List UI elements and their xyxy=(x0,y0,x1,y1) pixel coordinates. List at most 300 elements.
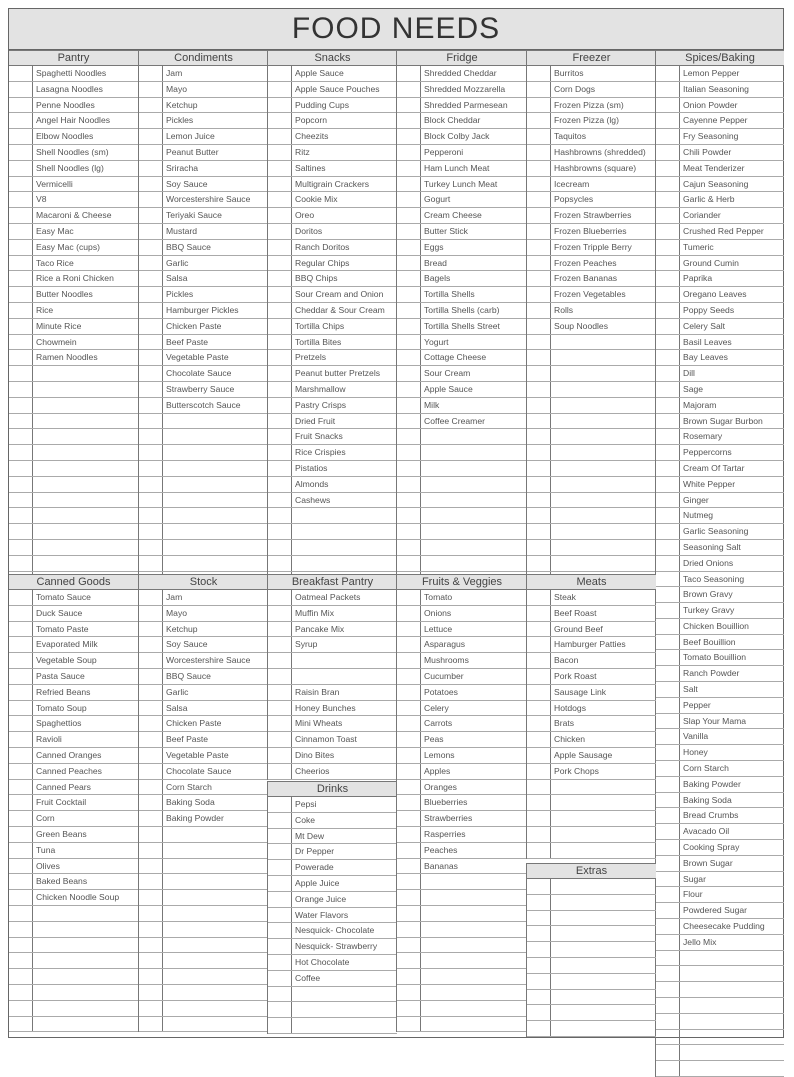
checkbox[interactable] xyxy=(9,161,33,176)
checkbox[interactable] xyxy=(268,129,292,144)
checkbox[interactable] xyxy=(527,98,551,113)
checkbox[interactable] xyxy=(9,66,33,81)
checkbox[interactable] xyxy=(397,669,421,684)
checkbox[interactable] xyxy=(656,461,680,476)
checkbox[interactable] xyxy=(656,666,680,681)
checkbox[interactable] xyxy=(268,366,292,381)
checkbox[interactable] xyxy=(656,824,680,839)
checkbox[interactable] xyxy=(527,637,551,652)
checkbox[interactable] xyxy=(139,637,163,652)
checkbox[interactable] xyxy=(268,829,292,844)
checkbox[interactable] xyxy=(656,745,680,760)
checkbox[interactable] xyxy=(527,445,551,460)
checkbox[interactable] xyxy=(9,145,33,160)
checkbox[interactable] xyxy=(139,224,163,239)
checkbox[interactable] xyxy=(397,414,421,429)
checkbox[interactable] xyxy=(268,271,292,286)
checkbox[interactable] xyxy=(656,98,680,113)
checkbox[interactable] xyxy=(397,145,421,160)
checkbox[interactable] xyxy=(656,429,680,444)
checkbox[interactable] xyxy=(9,508,33,523)
checkbox[interactable] xyxy=(527,208,551,223)
checkbox[interactable] xyxy=(397,161,421,176)
checkbox[interactable] xyxy=(9,477,33,492)
checkbox[interactable] xyxy=(139,1017,163,1032)
checkbox[interactable] xyxy=(139,716,163,731)
checkbox[interactable] xyxy=(268,477,292,492)
checkbox[interactable] xyxy=(397,319,421,334)
checkbox[interactable] xyxy=(268,335,292,350)
checkbox[interactable] xyxy=(9,98,33,113)
checkbox[interactable] xyxy=(139,161,163,176)
checkbox[interactable] xyxy=(9,922,33,937)
checkbox[interactable] xyxy=(656,761,680,776)
checkbox[interactable] xyxy=(139,319,163,334)
checkbox[interactable] xyxy=(268,177,292,192)
checkbox[interactable] xyxy=(397,287,421,302)
checkbox[interactable] xyxy=(9,701,33,716)
checkbox[interactable] xyxy=(268,287,292,302)
checkbox[interactable] xyxy=(268,892,292,907)
checkbox[interactable] xyxy=(527,895,551,910)
checkbox[interactable] xyxy=(139,493,163,508)
checkbox[interactable] xyxy=(527,366,551,381)
checkbox[interactable] xyxy=(139,98,163,113)
checkbox[interactable] xyxy=(139,874,163,889)
checkbox[interactable] xyxy=(9,177,33,192)
checkbox[interactable] xyxy=(268,145,292,160)
checkbox[interactable] xyxy=(268,622,292,637)
checkbox[interactable] xyxy=(268,637,292,652)
checkbox[interactable] xyxy=(139,622,163,637)
checkbox[interactable] xyxy=(139,701,163,716)
checkbox[interactable] xyxy=(268,429,292,444)
checkbox[interactable] xyxy=(9,637,33,652)
checkbox[interactable] xyxy=(397,748,421,763)
checkbox[interactable] xyxy=(9,493,33,508)
checkbox[interactable] xyxy=(9,795,33,810)
checkbox[interactable] xyxy=(527,161,551,176)
checkbox[interactable] xyxy=(527,606,551,621)
checkbox[interactable] xyxy=(397,938,421,953)
checkbox[interactable] xyxy=(527,192,551,207)
checkbox[interactable] xyxy=(397,685,421,700)
checkbox[interactable] xyxy=(9,969,33,984)
checkbox[interactable] xyxy=(397,240,421,255)
checkbox[interactable] xyxy=(9,938,33,953)
checkbox[interactable] xyxy=(397,843,421,858)
checkbox[interactable] xyxy=(397,890,421,905)
checkbox[interactable] xyxy=(139,669,163,684)
checkbox[interactable] xyxy=(527,622,551,637)
checkbox[interactable] xyxy=(9,622,33,637)
checkbox[interactable] xyxy=(527,177,551,192)
checkbox[interactable] xyxy=(656,271,680,286)
checkbox[interactable] xyxy=(656,508,680,523)
checkbox[interactable] xyxy=(9,890,33,905)
checkbox[interactable] xyxy=(139,177,163,192)
checkbox[interactable] xyxy=(656,856,680,871)
checkbox[interactable] xyxy=(527,942,551,957)
checkbox[interactable] xyxy=(268,748,292,763)
checkbox[interactable] xyxy=(268,797,292,812)
checkbox[interactable] xyxy=(656,935,680,950)
checkbox[interactable] xyxy=(9,606,33,621)
checkbox[interactable] xyxy=(397,398,421,413)
checkbox[interactable] xyxy=(656,208,680,223)
checkbox[interactable] xyxy=(268,939,292,954)
checkbox[interactable] xyxy=(397,208,421,223)
checkbox[interactable] xyxy=(9,445,33,460)
checkbox[interactable] xyxy=(397,701,421,716)
checkbox[interactable] xyxy=(9,208,33,223)
checkbox[interactable] xyxy=(139,303,163,318)
checkbox[interactable] xyxy=(268,732,292,747)
checkbox[interactable] xyxy=(139,429,163,444)
checkbox[interactable] xyxy=(656,382,680,397)
checkbox[interactable] xyxy=(9,748,33,763)
checkbox[interactable] xyxy=(139,969,163,984)
checkbox[interactable] xyxy=(268,590,292,605)
checkbox[interactable] xyxy=(139,240,163,255)
checkbox[interactable] xyxy=(527,748,551,763)
checkbox[interactable] xyxy=(397,606,421,621)
checkbox[interactable] xyxy=(268,208,292,223)
checkbox[interactable] xyxy=(656,1045,680,1060)
checkbox[interactable] xyxy=(9,366,33,381)
checkbox[interactable] xyxy=(397,493,421,508)
checkbox[interactable] xyxy=(9,685,33,700)
checkbox[interactable] xyxy=(527,303,551,318)
checkbox[interactable] xyxy=(656,903,680,918)
checkbox[interactable] xyxy=(139,129,163,144)
checkbox[interactable] xyxy=(527,827,551,842)
checkbox[interactable] xyxy=(656,998,680,1013)
checkbox[interactable] xyxy=(656,808,680,823)
checkbox[interactable] xyxy=(527,716,551,731)
checkbox[interactable] xyxy=(139,271,163,286)
checkbox[interactable] xyxy=(9,398,33,413)
checkbox[interactable] xyxy=(656,256,680,271)
checkbox[interactable] xyxy=(139,477,163,492)
checkbox[interactable] xyxy=(397,508,421,523)
checkbox[interactable] xyxy=(9,256,33,271)
checkbox[interactable] xyxy=(397,540,421,555)
checkbox[interactable] xyxy=(139,685,163,700)
checkbox[interactable] xyxy=(9,780,33,795)
checkbox[interactable] xyxy=(139,922,163,937)
checkbox[interactable] xyxy=(268,240,292,255)
checkbox[interactable] xyxy=(268,844,292,859)
checkbox[interactable] xyxy=(397,716,421,731)
checkbox[interactable] xyxy=(139,890,163,905)
checkbox[interactable] xyxy=(656,398,680,413)
checkbox[interactable] xyxy=(527,477,551,492)
checkbox[interactable] xyxy=(656,113,680,128)
checkbox[interactable] xyxy=(397,382,421,397)
checkbox[interactable] xyxy=(527,129,551,144)
checkbox[interactable] xyxy=(9,874,33,889)
checkbox[interactable] xyxy=(9,303,33,318)
checkbox[interactable] xyxy=(139,366,163,381)
checkbox[interactable] xyxy=(397,780,421,795)
checkbox[interactable] xyxy=(268,876,292,891)
checkbox[interactable] xyxy=(268,685,292,700)
checkbox[interactable] xyxy=(268,382,292,397)
checkbox[interactable] xyxy=(9,429,33,444)
checkbox[interactable] xyxy=(397,1017,421,1032)
checkbox[interactable] xyxy=(397,827,421,842)
checkbox[interactable] xyxy=(656,524,680,539)
checkbox[interactable] xyxy=(139,827,163,842)
checkbox[interactable] xyxy=(397,66,421,81)
checkbox[interactable] xyxy=(268,303,292,318)
checkbox[interactable] xyxy=(527,414,551,429)
checkbox[interactable] xyxy=(656,161,680,176)
checkbox[interactable] xyxy=(656,145,680,160)
checkbox[interactable] xyxy=(139,795,163,810)
checkbox[interactable] xyxy=(397,445,421,460)
checkbox[interactable] xyxy=(656,587,680,602)
checkbox[interactable] xyxy=(527,780,551,795)
checkbox[interactable] xyxy=(268,414,292,429)
checkbox[interactable] xyxy=(656,287,680,302)
checkbox[interactable] xyxy=(397,953,421,968)
checkbox[interactable] xyxy=(268,1018,292,1033)
checkbox[interactable] xyxy=(268,98,292,113)
checkbox[interactable] xyxy=(527,287,551,302)
checkbox[interactable] xyxy=(139,192,163,207)
checkbox[interactable] xyxy=(9,985,33,1000)
checkbox[interactable] xyxy=(9,224,33,239)
checkbox[interactable] xyxy=(656,951,680,966)
checkbox[interactable] xyxy=(268,813,292,828)
checkbox[interactable] xyxy=(139,859,163,874)
checkbox[interactable] xyxy=(527,732,551,747)
checkbox[interactable] xyxy=(268,461,292,476)
checkbox[interactable] xyxy=(268,701,292,716)
checkbox[interactable] xyxy=(139,287,163,302)
checkbox[interactable] xyxy=(268,764,292,779)
checkbox[interactable] xyxy=(656,572,680,587)
checkbox[interactable] xyxy=(397,637,421,652)
checkbox[interactable] xyxy=(527,1005,551,1020)
checkbox[interactable] xyxy=(268,653,292,668)
checkbox[interactable] xyxy=(268,556,292,571)
checkbox[interactable] xyxy=(397,811,421,826)
checkbox[interactable] xyxy=(268,66,292,81)
checkbox[interactable] xyxy=(139,1001,163,1016)
checkbox[interactable] xyxy=(268,606,292,621)
checkbox[interactable] xyxy=(527,653,551,668)
checkbox[interactable] xyxy=(9,335,33,350)
checkbox[interactable] xyxy=(268,256,292,271)
checkbox[interactable] xyxy=(397,429,421,444)
checkbox[interactable] xyxy=(268,955,292,970)
checkbox[interactable] xyxy=(139,843,163,858)
checkbox[interactable] xyxy=(268,923,292,938)
checkbox[interactable] xyxy=(656,556,680,571)
checkbox[interactable] xyxy=(139,653,163,668)
checkbox[interactable] xyxy=(9,590,33,605)
checkbox[interactable] xyxy=(527,843,551,858)
checkbox[interactable] xyxy=(139,780,163,795)
checkbox[interactable] xyxy=(656,619,680,634)
checkbox[interactable] xyxy=(656,224,680,239)
checkbox[interactable] xyxy=(9,1017,33,1032)
checkbox[interactable] xyxy=(268,224,292,239)
checkbox[interactable] xyxy=(527,82,551,97)
checkbox[interactable] xyxy=(9,382,33,397)
checkbox[interactable] xyxy=(9,906,33,921)
checkbox[interactable] xyxy=(656,1061,680,1076)
checkbox[interactable] xyxy=(656,66,680,81)
checkbox[interactable] xyxy=(139,208,163,223)
checkbox[interactable] xyxy=(268,398,292,413)
checkbox[interactable] xyxy=(527,271,551,286)
checkbox[interactable] xyxy=(9,716,33,731)
checkbox[interactable] xyxy=(527,669,551,684)
checkbox[interactable] xyxy=(656,240,680,255)
checkbox[interactable] xyxy=(9,350,33,365)
checkbox[interactable] xyxy=(397,98,421,113)
checkbox[interactable] xyxy=(656,777,680,792)
checkbox[interactable] xyxy=(527,66,551,81)
checkbox[interactable] xyxy=(527,701,551,716)
checkbox[interactable] xyxy=(139,748,163,763)
checkbox[interactable] xyxy=(397,653,421,668)
checkbox[interactable] xyxy=(656,477,680,492)
checkbox[interactable] xyxy=(527,879,551,894)
checkbox[interactable] xyxy=(397,859,421,874)
checkbox[interactable] xyxy=(527,926,551,941)
checkbox[interactable] xyxy=(9,827,33,842)
checkbox[interactable] xyxy=(527,429,551,444)
checkbox[interactable] xyxy=(9,953,33,968)
checkbox[interactable] xyxy=(527,145,551,160)
checkbox[interactable] xyxy=(397,224,421,239)
checkbox[interactable] xyxy=(268,716,292,731)
checkbox[interactable] xyxy=(268,82,292,97)
checkbox[interactable] xyxy=(139,113,163,128)
checkbox[interactable] xyxy=(527,398,551,413)
checkbox[interactable] xyxy=(527,224,551,239)
checkbox[interactable] xyxy=(656,303,680,318)
checkbox[interactable] xyxy=(139,335,163,350)
checkbox[interactable] xyxy=(527,350,551,365)
checkbox[interactable] xyxy=(139,938,163,953)
checkbox[interactable] xyxy=(656,793,680,808)
checkbox[interactable] xyxy=(9,113,33,128)
checkbox[interactable] xyxy=(9,82,33,97)
checkbox[interactable] xyxy=(527,524,551,539)
checkbox[interactable] xyxy=(656,540,680,555)
checkbox[interactable] xyxy=(656,635,680,650)
checkbox[interactable] xyxy=(397,985,421,1000)
checkbox[interactable] xyxy=(656,729,680,744)
checkbox[interactable] xyxy=(139,906,163,921)
checkbox[interactable] xyxy=(527,113,551,128)
checkbox[interactable] xyxy=(527,508,551,523)
checkbox[interactable] xyxy=(397,556,421,571)
checkbox[interactable] xyxy=(139,556,163,571)
checkbox[interactable] xyxy=(397,82,421,97)
checkbox[interactable] xyxy=(139,764,163,779)
checkbox[interactable] xyxy=(527,319,551,334)
checkbox[interactable] xyxy=(139,398,163,413)
checkbox[interactable] xyxy=(527,256,551,271)
checkbox[interactable] xyxy=(656,966,680,981)
checkbox[interactable] xyxy=(527,811,551,826)
checkbox[interactable] xyxy=(139,350,163,365)
checkbox[interactable] xyxy=(9,843,33,858)
checkbox[interactable] xyxy=(397,795,421,810)
checkbox[interactable] xyxy=(9,811,33,826)
checkbox[interactable] xyxy=(397,113,421,128)
checkbox[interactable] xyxy=(656,129,680,144)
checkbox[interactable] xyxy=(527,590,551,605)
checkbox[interactable] xyxy=(9,524,33,539)
checkbox[interactable] xyxy=(397,1001,421,1016)
checkbox[interactable] xyxy=(527,556,551,571)
checkbox[interactable] xyxy=(268,860,292,875)
checkbox[interactable] xyxy=(656,698,680,713)
checkbox[interactable] xyxy=(527,764,551,779)
checkbox[interactable] xyxy=(139,540,163,555)
checkbox[interactable] xyxy=(527,540,551,555)
checkbox[interactable] xyxy=(527,461,551,476)
checkbox[interactable] xyxy=(139,985,163,1000)
checkbox[interactable] xyxy=(527,911,551,926)
checkbox[interactable] xyxy=(656,714,680,729)
checkbox[interactable] xyxy=(268,493,292,508)
checkbox[interactable] xyxy=(139,953,163,968)
checkbox[interactable] xyxy=(527,974,551,989)
checkbox[interactable] xyxy=(9,129,33,144)
checkbox[interactable] xyxy=(268,319,292,334)
checkbox[interactable] xyxy=(139,82,163,97)
checkbox[interactable] xyxy=(268,1002,292,1017)
checkbox[interactable] xyxy=(9,556,33,571)
checkbox[interactable] xyxy=(656,414,680,429)
checkbox[interactable] xyxy=(397,366,421,381)
checkbox[interactable] xyxy=(397,922,421,937)
checkbox[interactable] xyxy=(268,971,292,986)
checkbox[interactable] xyxy=(656,887,680,902)
checkbox[interactable] xyxy=(527,382,551,397)
checkbox[interactable] xyxy=(139,382,163,397)
checkbox[interactable] xyxy=(139,256,163,271)
checkbox[interactable] xyxy=(9,461,33,476)
checkbox[interactable] xyxy=(9,192,33,207)
checkbox[interactable] xyxy=(656,1014,680,1029)
checkbox[interactable] xyxy=(527,685,551,700)
checkbox[interactable] xyxy=(139,811,163,826)
checkbox[interactable] xyxy=(9,287,33,302)
checkbox[interactable] xyxy=(139,461,163,476)
checkbox[interactable] xyxy=(656,650,680,665)
checkbox[interactable] xyxy=(397,477,421,492)
checkbox[interactable] xyxy=(139,606,163,621)
checkbox[interactable] xyxy=(9,732,33,747)
checkbox[interactable] xyxy=(139,590,163,605)
checkbox[interactable] xyxy=(656,493,680,508)
checkbox[interactable] xyxy=(397,256,421,271)
checkbox[interactable] xyxy=(397,622,421,637)
checkbox[interactable] xyxy=(9,414,33,429)
checkbox[interactable] xyxy=(397,129,421,144)
checkbox[interactable] xyxy=(656,982,680,997)
